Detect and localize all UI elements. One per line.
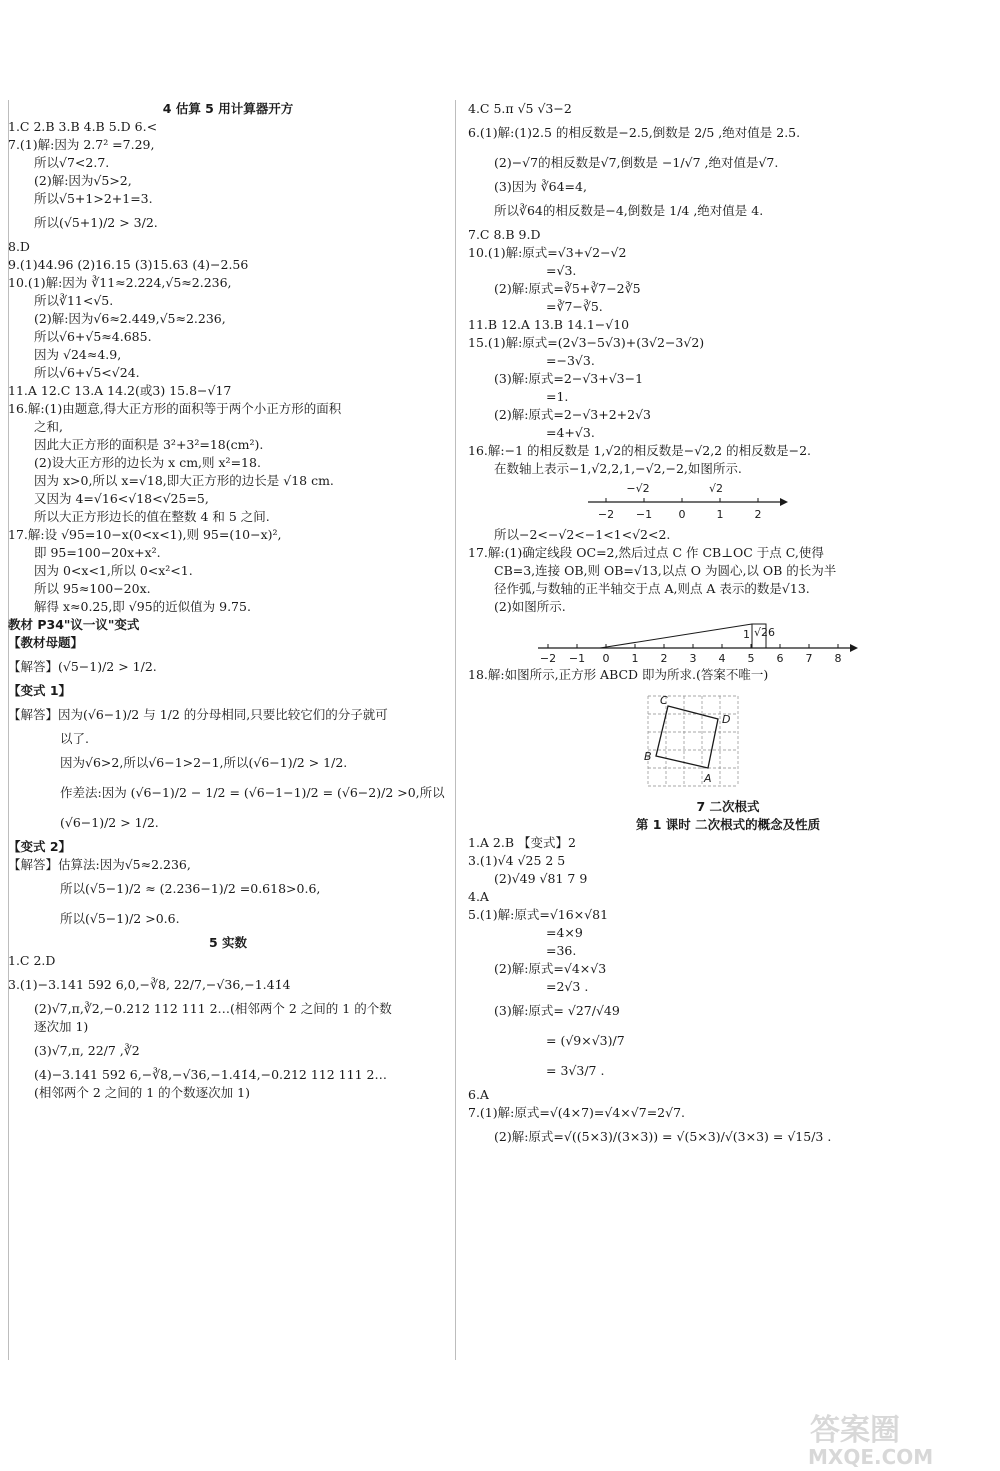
text-line: 之和,: [34, 419, 63, 434]
watermark-logo: [790, 1410, 990, 1468]
text-line: 10.(1)解:原式=√3+√2−√2: [468, 245, 627, 260]
text-line: 所以(√5+1)/2 > 3/2.: [34, 215, 158, 230]
text-line: 因此大正方形的面积是 3²+3²=18(cm²).: [34, 437, 264, 452]
text-line: 7.C 8.B 9.D: [468, 227, 541, 242]
text-line: 16.解:−1 的相反数是 1,√2的相反数是−√2,2 的相反数是−2.: [468, 443, 811, 458]
label-sqrt2: √2: [708, 482, 724, 495]
section-heading: 5 实数: [208, 935, 248, 950]
text-line: =√3.: [546, 263, 577, 278]
text-line: 因为 √24≈4.9,: [34, 347, 122, 362]
right-section-a: [468, 100, 988, 478]
text-line: 18.解:如图所示,正方形 ABCD 即为所求.(答案不唯一): [468, 667, 769, 682]
text-line: 所以√6+√5<√24.: [34, 365, 140, 380]
text-line: 【解答】因为(√6−1)/2 与 1/2 的分母相同,只要比较它们的分子就可: [8, 707, 388, 722]
text-line: (3)解:原式= √27/√49: [494, 1003, 620, 1018]
tick-label: 3: [689, 652, 697, 664]
section-heading: 4 估算 5 用计算器开方: [162, 101, 294, 116]
right-section-b: [468, 526, 988, 616]
text-line: =−3√3.: [546, 353, 595, 368]
text-line: 径作弧,与数轴的正半轴交于点 A,则点 A 表示的数是√13.: [494, 581, 810, 596]
text-line: CB=3,连接 OB,则 OB=√13,以点 O 为圆心,以 OB 的长为半: [494, 563, 837, 578]
watermark-site: MXQE.COM: [808, 1445, 934, 1468]
tick-label: 8: [834, 652, 842, 664]
text-line: 因为√6>2,所以√6−1>2−1,所以(√6−1)/2 > 1/2.: [60, 755, 348, 770]
text-line: =4+√3.: [546, 425, 595, 440]
text-line: 6.(1)解:(1)2.5 的相反数是−2.5,倒数是 2/5 ,绝对值是 2.5.: [468, 125, 801, 140]
section-heading: 7 二次根式: [696, 799, 760, 814]
text-line: =∛7−∛5.: [546, 299, 603, 314]
right-section-d: [468, 798, 988, 1152]
text-line: = (√9×√3)/7: [546, 1033, 625, 1048]
text-line: 所以−2<−√2<−1<1<√2<2.: [494, 527, 671, 542]
text-line: (3)√7,π, 22/7 ,∛2: [34, 1043, 140, 1058]
left-column: [8, 100, 448, 1102]
text-line: =2√3 .: [546, 979, 589, 994]
text-line: = 3√3/7 .: [546, 1063, 605, 1078]
text-line: (2)设大正方形的边长为 x cm,则 x²=18.: [34, 455, 261, 470]
tick-label: 2: [660, 652, 668, 664]
text-line: (2)√49 √81 7 9: [494, 871, 588, 886]
tick-label: 4: [718, 652, 726, 664]
tick-label: −2: [597, 508, 615, 521]
text-line: 4.C 5.π √5 √3−2: [468, 101, 572, 116]
text-line: 以了.: [60, 731, 89, 746]
text-line: 6.A: [468, 1087, 489, 1102]
right-column: [468, 100, 988, 1152]
tick-label: −1: [635, 508, 653, 521]
tick-label: 7: [805, 652, 813, 664]
text-line: 15.(1)解:原式=(2√3−5√3)+(3√2−3√2): [468, 335, 705, 350]
text-line: =1.: [546, 389, 569, 404]
text-line: (3)解:原式=2−√3+√3−1: [494, 371, 644, 386]
text-line: 所以∛64的相反数是−4,倒数是 1/4 ,绝对值是 4.: [494, 203, 764, 218]
number-line-figure-16: [588, 480, 788, 524]
text-line: 【解答】估算法:因为√5≈2.236,: [8, 857, 191, 872]
text-line: 【教材母题】: [8, 635, 84, 650]
text-line: 逐次加 1): [34, 1019, 89, 1034]
text-line: 11.B 12.A 13.B 14.1−√10: [468, 317, 630, 332]
tick-label: −1: [568, 652, 586, 664]
section-heading: 第 1 课时 二次根式的概念及性质: [635, 817, 821, 832]
text-line: (2)解:因为√6≈2.449,√5≈2.236,: [34, 311, 226, 326]
watermark-text: 答案圈: [810, 1413, 900, 1448]
tick-label: −2: [539, 652, 557, 664]
text-line: 【变式 1】: [8, 683, 72, 698]
text-line: 1.A 2.B 【变式】2: [468, 835, 576, 850]
point-b: B: [644, 750, 652, 763]
text-line: 所以(√5−1)/2 >0.6.: [60, 911, 180, 926]
text-line: 即 95=100−20x+x².: [34, 545, 161, 560]
tick-label: 5: [747, 652, 755, 664]
point-d: D: [722, 713, 731, 726]
text-line: 【解答】(√5−1)/2 > 1/2.: [8, 659, 157, 674]
tick-label: 6: [776, 652, 784, 664]
text-line: 所以√6+√5≈4.685.: [34, 329, 152, 344]
text-line: (2)如图所示.: [494, 599, 566, 614]
text-line: 教材 P34"议一议"变式: [8, 617, 140, 632]
tick-label: 0: [678, 508, 686, 521]
text-line: 【变式 2】: [8, 839, 72, 854]
text-line: 5.(1)解:原式=√16×√81: [468, 907, 609, 922]
text-line: 所以(√5−1)/2 ≈ (2.236−1)/2 =0.618>0.6,: [60, 881, 321, 896]
text-line: (2)解:原式=∛5+∛7−2∛5: [494, 281, 641, 296]
text-line: (2)√7,π,∛2,−0.212 112 111 2…(相邻两个 2 之间的 1 的个数: [34, 1001, 392, 1016]
text-line: 又因为 4=√16<√18<√25=5,: [34, 491, 209, 506]
text-line: 作差法:因为 (√6−1)/2 − 1/2 = (√6−1−1)/2 = (√6−2)/2 >0,所以: [60, 785, 445, 800]
text-line: 17.解:设 √95=10−x(0<x<1),则 95=(10−x)²,: [8, 527, 282, 542]
text-line: 4.A: [468, 889, 489, 904]
tick-label: 0: [602, 652, 610, 664]
text-line: (2)解:原式=2−√3+2+2√3: [494, 407, 652, 422]
text-line: 1.C 2.D: [8, 953, 56, 968]
text-line: 所以 95≈100−20x.: [34, 581, 151, 596]
text-line: 16.解:(1)由题意,得大正方形的面积等于两个小正方形的面积: [8, 401, 342, 416]
right-section-c: [468, 666, 988, 684]
text-line: (相邻两个 2 之间的 1 的个数逐次加 1): [34, 1085, 250, 1100]
text-line: 7.(1)解:因为 2.7² =7.29,: [8, 137, 155, 152]
text-line: 所以∛11<√5.: [34, 293, 114, 308]
text-line: 因为 0<x<1,所以 0<x²<1.: [34, 563, 193, 578]
text-line: 所以√5+1>2+1=3.: [34, 191, 153, 206]
text-line: 11.A 12.C 13.A 14.2(或3) 15.8−√17: [8, 383, 232, 398]
text-line: (2)−√7的相反数是√7,倒数是 −1/√7 ,绝对值是√7.: [494, 155, 779, 170]
text-line: 17.解:(1)确定线段 OC=2,然后过点 C 作 CB⊥OC 于点 C,使得: [468, 545, 824, 560]
point-a: A: [704, 772, 712, 785]
text-line: =36.: [546, 943, 577, 958]
text-line: (2)解:原式=√4×√3: [494, 961, 607, 976]
text-line: (2)解:因为√5>2,: [34, 173, 132, 188]
text-line: (2)解:原式=√((5×3)/(3×3)) = √(5×3)/√(3×3) = √15/3 .: [494, 1129, 832, 1144]
text-line: 所以√7<2.7.: [34, 155, 110, 170]
label-sqrt26: √26: [754, 626, 776, 639]
text-line: 9.(1)44.96 (2)16.15 (3)15.63 (4)−2.56: [8, 257, 249, 272]
text-line: 解得 x≈0.25,即 √95的近似值为 9.75.: [34, 599, 251, 614]
tick-label: 1: [631, 652, 639, 664]
column-divider: [455, 100, 456, 1360]
text-line: (√6−1)/2 > 1/2.: [60, 815, 159, 830]
number-line-figure-17: [538, 618, 858, 664]
tick-label: 1: [716, 508, 724, 521]
text-line: 10.(1)解:因为 ∛11≈2.224,√5≈2.236,: [8, 275, 232, 290]
text-line: (3)因为 ∛64=4,: [494, 179, 587, 194]
text-line: 所以大正方形边长的值在整数 4 和 5 之间.: [34, 509, 270, 524]
square-grid-figure-18: [638, 686, 758, 796]
label-neg-sqrt2: −√2: [626, 482, 650, 495]
label-one: 1: [743, 628, 750, 641]
tick-label: 2: [754, 508, 762, 521]
text-line: 7.(1)解:原式=√(4×7)=√4×√7=2√7.: [468, 1105, 686, 1120]
text-line: (4)−3.141 592 6,−∛8,−√36,−1.41̇4̇,−0.212 112 111 2…: [34, 1067, 387, 1082]
point-c: C: [660, 694, 668, 707]
text-line: 因为 x>0,所以 x=√18,即大正方形的边长是 √18 cm.: [34, 473, 334, 488]
text-line: 1.C 2.B 3.B 4.B 5.D 6.<: [8, 119, 158, 134]
text-line: 在数轴上表示−1,√2,2,1,−√2,−2,如图所示.: [494, 461, 742, 476]
text-line: 3.(1)√4 √25 2 5: [468, 853, 566, 868]
text-line: =4×9: [546, 925, 583, 940]
text-line: 8.D: [8, 239, 30, 254]
text-line: 3.(1)−3.141 592 6,0,−∛8, 22/7,−√36,−1.41̇4̇: [8, 977, 291, 992]
